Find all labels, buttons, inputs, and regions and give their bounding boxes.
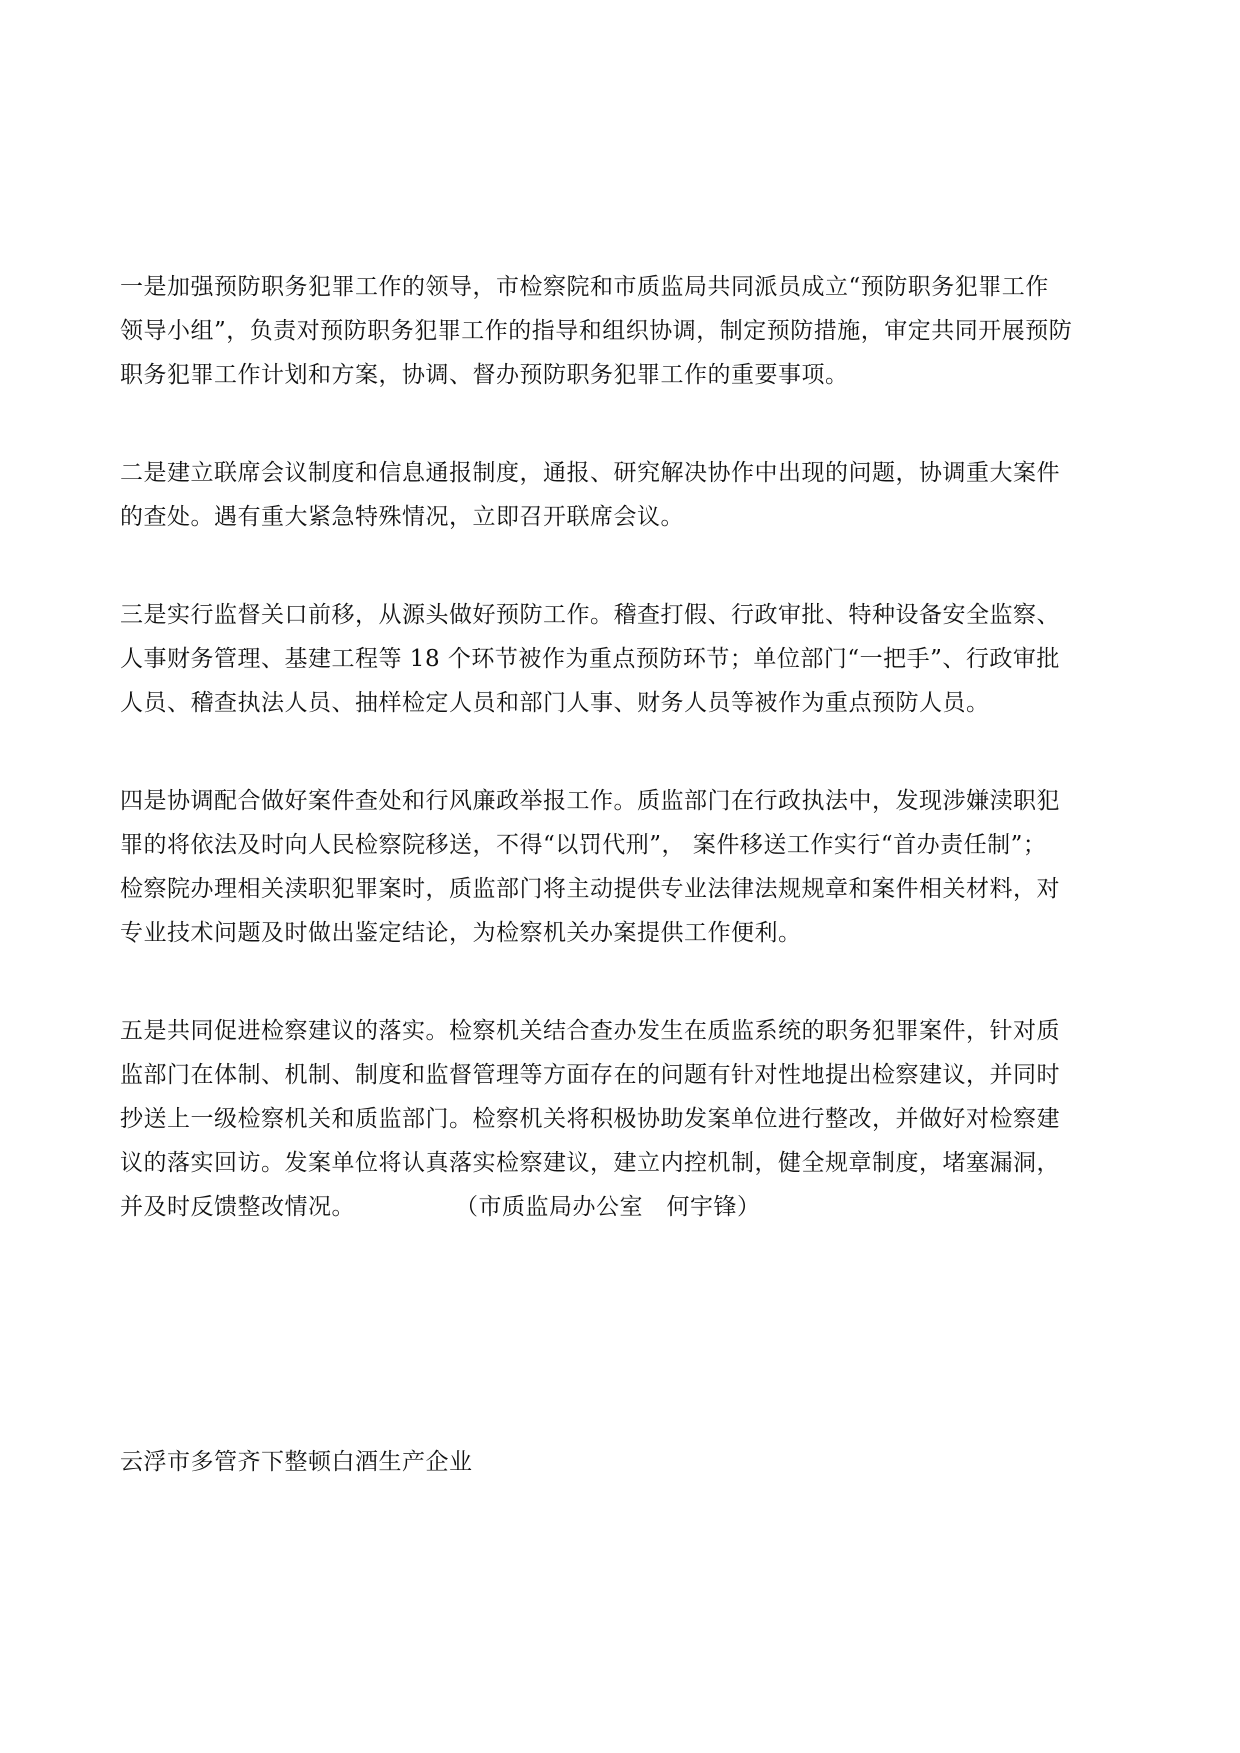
text-line: 三是实行监督关口前移，从源头做好预防工作。稽查打假、行政审批、特种设备安全监察、 <box>120 602 1060 628</box>
author-signature: （市质监局办公室 何宇锋） <box>455 1194 761 1220</box>
text-line: 抄送上一级检察机关和质监部门。检察机关将积极协助发案单位进行整改，并做好对检察建 <box>120 1106 1060 1132</box>
next-article-title: 云浮市多管齐下整顿白酒生产企业 <box>120 1449 473 1475</box>
text-line: 罪的将依法及时向人民检察院移送，不得“以罚代刑”， 案件移送工作实行“首办责任制”； <box>120 832 1047 858</box>
text-line: 五是共同促进检察建议的落实。检察机关结合查办发生在质监系统的职务犯罪案件，针对质 <box>120 1018 1060 1044</box>
text-line: 二是建立联席会议制度和信息通报制度，通报、研究解决协作中出现的问题，协调重大案件 <box>120 460 1060 486</box>
text-line: 监部门在体制、机制、制度和监督管理等方面存在的问题有针对性地提出检察建议，并同时 <box>120 1062 1060 1088</box>
text-line: 检察院办理相关渎职犯罪案时，质监部门将主动提供专业法律法规规章和案件相关材料，对 <box>120 876 1060 902</box>
text-line: 人事财务管理、基建工程等 18 个环节被作为重点预防环节；单位部门“一把手”、行政审批 <box>120 646 1060 672</box>
paragraph-3 <box>120 593 1120 725</box>
text-line: 领导小组”，负责对预防职务犯罪工作的指导和组织协调，制定预防措施，审定共同开展预防 <box>120 318 1073 344</box>
paragraph-1 <box>120 265 1120 397</box>
paragraph-5 <box>120 1009 1120 1229</box>
text-line-with-signature <box>120 1185 1120 1229</box>
text-line: 人员、稽查执法人员、抽样检定人员和部门人事、财务人员等被作为重点预防人员。 <box>120 690 990 716</box>
text-line: 一是加强预防职务犯罪工作的领导，市检察院和市质监局共同派员成立“预防职务犯罪工作 <box>120 274 1049 300</box>
text-line: 并及时反馈整改情况。 <box>120 1194 355 1220</box>
paragraph-4 <box>120 779 1120 955</box>
document-body <box>120 265 1120 1283</box>
text-line: 的查处。遇有重大紧急特殊情况，立即召开联席会议。 <box>120 504 684 530</box>
text-line: 职务犯罪工作计划和方案，协调、督办预防职务犯罪工作的重要事项。 <box>120 362 849 388</box>
text-line: 四是协调配合做好案件查处和行风廉政举报工作。质监部门在行政执法中，发现涉嫌渎职犯 <box>120 788 1060 814</box>
paragraph-2 <box>120 451 1120 539</box>
text-line: 议的落实回访。发案单位将认真落实检察建议，建立内控机制，健全规章制度，堵塞漏洞， <box>120 1150 1060 1176</box>
text-line: 专业技术问题及时做出鉴定结论，为检察机关办案提供工作便利。 <box>120 920 802 946</box>
